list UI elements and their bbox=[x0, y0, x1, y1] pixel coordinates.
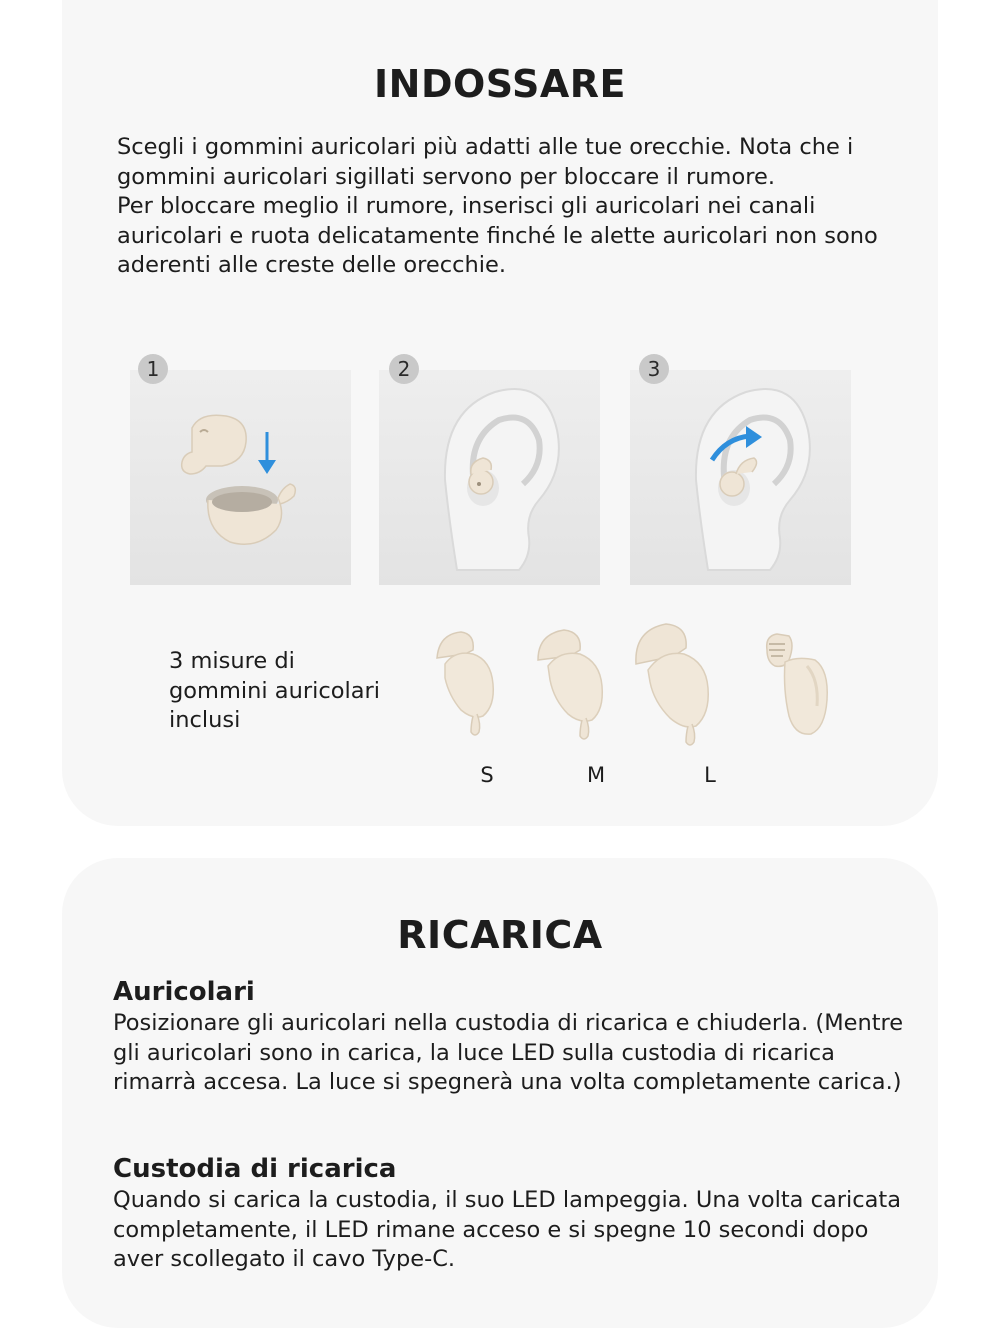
wear-intro-line2: Per bloccare meglio il rumore, inserisci gli auricolari nei canali auricolari e ruota delicatamente finché le alette auricolari non sono aderenti alle creste delle orecchie. bbox=[117, 193, 878, 278]
case-charging-text: Quando si carica la custodia, il suo LED lampeggia. Una volta caricata completamente, il LED rimane acceso e si spegne 10 secondi dopo aver scollegato il cavo Type-C. bbox=[113, 1187, 902, 1272]
earbud-into-case-illustration bbox=[130, 370, 351, 585]
size-label-s: S bbox=[480, 763, 494, 787]
step-number-1: 1 bbox=[138, 354, 168, 384]
step-3-image bbox=[630, 370, 851, 585]
ear-tip-sizes-caption: 3 misure di gommini auricolari inclusi bbox=[169, 648, 381, 733]
ear-rotate-earbud-illustration bbox=[630, 370, 851, 585]
step-number-2: 2 bbox=[389, 354, 419, 384]
case-heading: Custodia di ricarica bbox=[113, 1154, 397, 1184]
wear-intro-line1: Scegli i gommini auricolari più adatti alle tue orecchie. Nota che i gommini auricolari sigillati servono per bloccare il rumore. bbox=[117, 134, 854, 190]
size-label-m: M bbox=[586, 763, 606, 787]
ear-with-earbud-illustration bbox=[379, 370, 600, 585]
earbud-side-view-image bbox=[755, 620, 835, 750]
size-label-l: L bbox=[704, 763, 716, 787]
ear-tip-medium-image bbox=[530, 620, 620, 750]
step-1-image bbox=[130, 370, 351, 585]
ear-tip-large-image bbox=[632, 620, 722, 750]
earbuds-charging-text: Posizionare gli auricolari nella custodia di ricarica e chiuderla. (Mentre gli auricolari sono in carica, la luce LED sulla custodia di ricarica rimarrà accesa. La luce si spegnerà una volta completamente carica.) bbox=[113, 1010, 904, 1095]
wear-instructions bbox=[117, 133, 897, 281]
step-2-image bbox=[379, 370, 600, 585]
charge-title: RICARICA bbox=[397, 913, 603, 957]
step-number-3: 3 bbox=[639, 354, 669, 384]
ear-tip-small-image bbox=[425, 620, 515, 750]
earbuds-heading: Auricolari bbox=[113, 977, 255, 1007]
wear-title: INDOSSARE bbox=[374, 62, 626, 106]
